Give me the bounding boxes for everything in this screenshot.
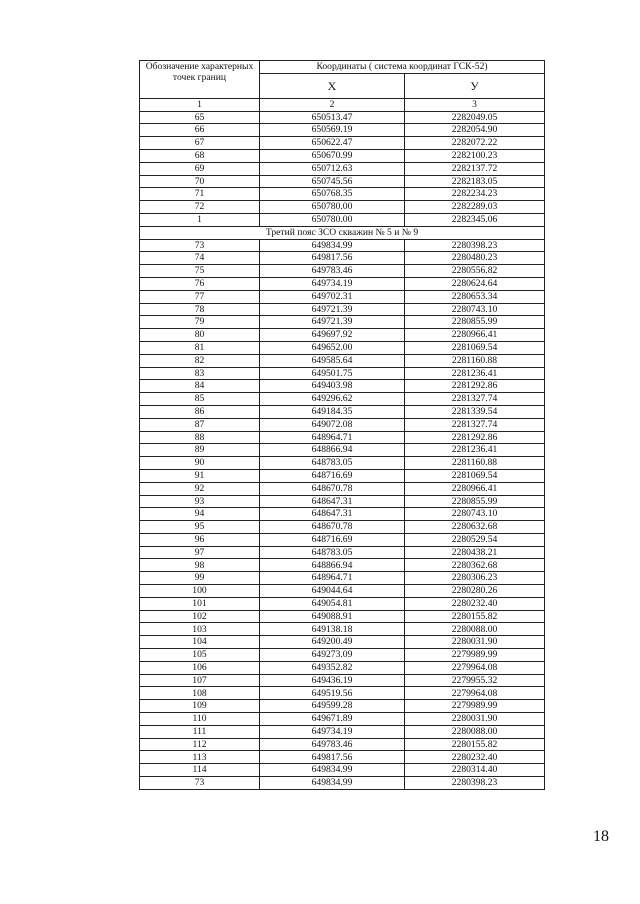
- x-coordinate-cell: 648716.69: [260, 533, 405, 546]
- point-number-cell: 106: [140, 661, 260, 674]
- point-number-cell: 81: [140, 341, 260, 354]
- point-number-cell: 90: [140, 457, 260, 470]
- table-row: [140, 533, 545, 546]
- y-coordinate-cell: 2280232.40: [405, 597, 545, 610]
- point-number-cell: 93: [140, 495, 260, 508]
- table-row: [140, 713, 545, 726]
- y-coordinate-cell: 2280314.40: [405, 764, 545, 777]
- point-number-cell: 73: [140, 239, 260, 252]
- table-row: [140, 725, 545, 738]
- point-number-cell: 102: [140, 610, 260, 623]
- y-coordinate-cell: 2280280.26: [405, 585, 545, 598]
- x-coordinate-cell: 649721.39: [260, 316, 405, 329]
- y-coordinate-cell: 2281327.74: [405, 393, 545, 406]
- y-coordinate-cell: 2280362.68: [405, 559, 545, 572]
- header-row: [140, 61, 545, 74]
- x-coordinate-cell: 649072.08: [260, 418, 405, 431]
- point-number-cell: 98: [140, 559, 260, 572]
- point-designation-header: Обозначение характерных точек границ: [140, 61, 260, 99]
- page-number: 18: [593, 828, 609, 845]
- table-row: [140, 405, 545, 418]
- y-coordinate-cell: 2281160.88: [405, 354, 545, 367]
- x-coordinate-cell: 649352.82: [260, 661, 405, 674]
- point-number-cell: 95: [140, 521, 260, 534]
- y-coordinate-cell: 2281339.54: [405, 405, 545, 418]
- y-coordinate-cell: 2280966.41: [405, 482, 545, 495]
- table-row: [140, 700, 545, 713]
- y-coordinate-cell: 2280398.23: [405, 239, 545, 252]
- point-number-cell: 96: [140, 533, 260, 546]
- table-row: [140, 661, 545, 674]
- table-row: [140, 636, 545, 649]
- point-number-cell: 80: [140, 329, 260, 342]
- y-coordinate-cell: 2282183.05: [405, 175, 545, 188]
- table-row: [140, 444, 545, 457]
- table-row: [140, 431, 545, 444]
- x-coordinate-cell: 648866.94: [260, 444, 405, 457]
- x-coordinate-cell: 650780.00: [260, 213, 405, 226]
- point-number-cell: 110: [140, 713, 260, 726]
- y-coordinate-cell: 2281292.86: [405, 431, 545, 444]
- point-number-cell: 113: [140, 751, 260, 764]
- y-coordinate-cell: 2280088.00: [405, 623, 545, 636]
- x-header: X: [260, 73, 405, 98]
- y-coordinate-cell: 2280855.99: [405, 316, 545, 329]
- table-row: [140, 738, 545, 751]
- y-coordinate-cell: 2280232.40: [405, 751, 545, 764]
- x-coordinate-cell: 649501.75: [260, 367, 405, 380]
- y-coordinate-cell: 2282049.05: [405, 111, 545, 124]
- x-coordinate-cell: 649734.19: [260, 277, 405, 290]
- x-coordinate-cell: 649054.81: [260, 597, 405, 610]
- x-coordinate-cell: 649834.99: [260, 764, 405, 777]
- x-coordinate-cell: 648716.69: [260, 469, 405, 482]
- point-number-cell: 104: [140, 636, 260, 649]
- y-coordinate-cell: 2279964.08: [405, 661, 545, 674]
- point-number-cell: 84: [140, 380, 260, 393]
- x-coordinate-cell: 649436.19: [260, 674, 405, 687]
- point-number-cell: 94: [140, 508, 260, 521]
- table-row: [140, 252, 545, 265]
- table-row: [140, 316, 545, 329]
- point-number-cell: 66: [140, 124, 260, 137]
- x-coordinate-cell: 648964.71: [260, 572, 405, 585]
- x-coordinate-cell: 649273.09: [260, 649, 405, 662]
- x-coordinate-cell: 649734.19: [260, 725, 405, 738]
- y-coordinate-cell: 2282100.23: [405, 149, 545, 162]
- table-row: [140, 521, 545, 534]
- table-row: [140, 546, 545, 559]
- point-number-cell: 71: [140, 188, 260, 201]
- table-row: [140, 457, 545, 470]
- coordinates-table: [139, 60, 545, 790]
- point-number-cell: 109: [140, 700, 260, 713]
- x-coordinate-cell: 649138.18: [260, 623, 405, 636]
- table-row: [140, 623, 545, 636]
- table-row: [140, 751, 545, 764]
- x-coordinate-cell: 650712.63: [260, 162, 405, 175]
- table-row: [140, 175, 545, 188]
- point-number-cell: 108: [140, 687, 260, 700]
- x-coordinate-cell: 650513.47: [260, 111, 405, 124]
- point-number-cell: 70: [140, 175, 260, 188]
- y-coordinate-cell: 2282289.03: [405, 201, 545, 214]
- y-coordinate-cell: 2280088.00: [405, 725, 545, 738]
- point-number-cell: 105: [140, 649, 260, 662]
- x-coordinate-cell: 649044.64: [260, 585, 405, 598]
- table-row: [140, 162, 545, 175]
- point-number-cell: 103: [140, 623, 260, 636]
- point-number-cell: 85: [140, 393, 260, 406]
- table-row: [140, 380, 545, 393]
- point-number-cell: 78: [140, 303, 260, 316]
- y-coordinate-cell: 2280966.41: [405, 329, 545, 342]
- table-row: [140, 610, 545, 623]
- point-number-cell: 75: [140, 265, 260, 278]
- point-number-cell: 83: [140, 367, 260, 380]
- x-coordinate-cell: 648866.94: [260, 559, 405, 572]
- x-coordinate-cell: 648783.05: [260, 546, 405, 559]
- point-number-cell: 99: [140, 572, 260, 585]
- x-coordinate-cell: 649783.46: [260, 738, 405, 751]
- x-coordinate-cell: 648670.78: [260, 521, 405, 534]
- column-number-row: [140, 98, 545, 111]
- y-coordinate-cell: 2279989.99: [405, 700, 545, 713]
- table-row: [140, 277, 545, 290]
- x-coordinate-cell: 649585.64: [260, 354, 405, 367]
- y-coordinate-cell: 2281160.88: [405, 457, 545, 470]
- y-coordinate-cell: 2281069.54: [405, 469, 545, 482]
- x-coordinate-cell: 649296.62: [260, 393, 405, 406]
- point-number-cell: 76: [140, 277, 260, 290]
- x-coordinate-cell: 649652.00: [260, 341, 405, 354]
- table-row: [140, 111, 545, 124]
- table-row: [140, 508, 545, 521]
- y-coordinate-cell: 2280556.82: [405, 265, 545, 278]
- table-row: [140, 687, 545, 700]
- table-row: [140, 329, 545, 342]
- table-row: [140, 239, 545, 252]
- table-row: [140, 367, 545, 380]
- table-row: [140, 674, 545, 687]
- column-number-3: 3: [405, 98, 545, 111]
- point-number-cell: 91: [140, 469, 260, 482]
- point-number-cell: 74: [140, 252, 260, 265]
- point-number-cell: 73: [140, 777, 260, 790]
- table-row: [140, 764, 545, 777]
- y-header: У: [405, 73, 545, 98]
- y-coordinate-cell: 2282137.72: [405, 162, 545, 175]
- y-coordinate-cell: 2280624.64: [405, 277, 545, 290]
- y-coordinate-cell: 2280480.23: [405, 252, 545, 265]
- table-row: [140, 495, 545, 508]
- table-row: [140, 303, 545, 316]
- table-row: [140, 777, 545, 790]
- point-number-cell: 77: [140, 290, 260, 303]
- x-coordinate-cell: 649088.91: [260, 610, 405, 623]
- x-coordinate-cell: 648647.31: [260, 495, 405, 508]
- table-row: [140, 418, 545, 431]
- point-number-cell: 112: [140, 738, 260, 751]
- x-coordinate-cell: 649697.92: [260, 329, 405, 342]
- y-coordinate-cell: 2280743.10: [405, 303, 545, 316]
- x-coordinate-cell: 650768.35: [260, 188, 405, 201]
- y-coordinate-cell: 2282345.06: [405, 213, 545, 226]
- x-coordinate-cell: 649834.99: [260, 239, 405, 252]
- y-coordinate-cell: 2282054.90: [405, 124, 545, 137]
- table-row: [140, 649, 545, 662]
- table-row: [140, 137, 545, 150]
- x-coordinate-cell: 649702.31: [260, 290, 405, 303]
- x-coordinate-cell: 649721.39: [260, 303, 405, 316]
- point-number-cell: 86: [140, 405, 260, 418]
- point-number-cell: 87: [140, 418, 260, 431]
- y-coordinate-cell: 2280155.82: [405, 610, 545, 623]
- x-coordinate-cell: 649817.56: [260, 252, 405, 265]
- x-coordinate-cell: 649599.28: [260, 700, 405, 713]
- y-coordinate-cell: 2280653.34: [405, 290, 545, 303]
- point-number-cell: 68: [140, 149, 260, 162]
- y-coordinate-cell: 2280438.21: [405, 546, 545, 559]
- y-coordinate-cell: 2281236.41: [405, 444, 545, 457]
- table-row: [140, 354, 545, 367]
- x-coordinate-cell: 648647.31: [260, 508, 405, 521]
- x-coordinate-cell: 649783.46: [260, 265, 405, 278]
- x-coordinate-cell: 650780.00: [260, 201, 405, 214]
- point-number-cell: 100: [140, 585, 260, 598]
- y-coordinate-cell: 2282234.23: [405, 188, 545, 201]
- y-coordinate-cell: 2280855.99: [405, 495, 545, 508]
- x-coordinate-cell: 649817.56: [260, 751, 405, 764]
- x-coordinate-cell: 649184.35: [260, 405, 405, 418]
- x-coordinate-cell: 649403.98: [260, 380, 405, 393]
- point-number-cell: 111: [140, 725, 260, 738]
- y-coordinate-cell: 2280398.23: [405, 777, 545, 790]
- x-coordinate-cell: 649671.89: [260, 713, 405, 726]
- section-title: Третий пояс ЗСО скважин № 5 и № 9: [140, 226, 545, 239]
- column-number-2: 2: [260, 98, 405, 111]
- y-coordinate-cell: 2280743.10: [405, 508, 545, 521]
- y-coordinate-cell: 2279989.99: [405, 649, 545, 662]
- table-row: [140, 341, 545, 354]
- y-coordinate-cell: 2282072.22: [405, 137, 545, 150]
- point-number-cell: 92: [140, 482, 260, 495]
- x-coordinate-cell: 650670.99: [260, 149, 405, 162]
- point-number-cell: 82: [140, 354, 260, 367]
- point-number-cell: 88: [140, 431, 260, 444]
- y-coordinate-cell: 2281236.41: [405, 367, 545, 380]
- y-coordinate-cell: 2281327.74: [405, 418, 545, 431]
- point-number-cell: 107: [140, 674, 260, 687]
- table-row: [140, 265, 545, 278]
- table-row: [140, 469, 545, 482]
- table-row: [140, 213, 545, 226]
- x-coordinate-cell: 648964.71: [260, 431, 405, 444]
- y-coordinate-cell: 2281292.86: [405, 380, 545, 393]
- point-number-cell: 67: [140, 137, 260, 150]
- table-row: [140, 585, 545, 598]
- point-number-cell: 89: [140, 444, 260, 457]
- table-row: [140, 572, 545, 585]
- y-coordinate-cell: 2280632.68: [405, 521, 545, 534]
- table-row: [140, 149, 545, 162]
- y-coordinate-cell: 2279955.32: [405, 674, 545, 687]
- x-coordinate-cell: 649519.56: [260, 687, 405, 700]
- point-number-cell: 79: [140, 316, 260, 329]
- point-number-cell: 1: [140, 213, 260, 226]
- table-row: [140, 124, 545, 137]
- table-row: [140, 290, 545, 303]
- x-coordinate-cell: 648783.05: [260, 457, 405, 470]
- y-coordinate-cell: 2280155.82: [405, 738, 545, 751]
- y-coordinate-cell: 2280031.90: [405, 713, 545, 726]
- point-number-cell: 72: [140, 201, 260, 214]
- x-coordinate-cell: 648670.78: [260, 482, 405, 495]
- y-coordinate-cell: 2280031.90: [405, 636, 545, 649]
- y-coordinate-cell: 2280306.23: [405, 572, 545, 585]
- x-coordinate-cell: 649200.49: [260, 636, 405, 649]
- point-number-cell: 65: [140, 111, 260, 124]
- point-number-cell: 69: [140, 162, 260, 175]
- point-number-cell: 97: [140, 546, 260, 559]
- y-coordinate-cell: 2280529.54: [405, 533, 545, 546]
- table-row: [140, 597, 545, 610]
- column-number-1: 1: [140, 98, 260, 111]
- table-row: [140, 559, 545, 572]
- x-coordinate-cell: 650569.19: [260, 124, 405, 137]
- x-coordinate-cell: 650745.56: [260, 175, 405, 188]
- point-number-cell: 114: [140, 764, 260, 777]
- table-row: [140, 188, 545, 201]
- coordinates-header: Координаты ( система координат ГСК-52): [260, 61, 545, 74]
- point-number-cell: 101: [140, 597, 260, 610]
- y-coordinate-cell: 2281069.54: [405, 341, 545, 354]
- table-row: [140, 393, 545, 406]
- table-row: [140, 201, 545, 214]
- section-row: [140, 226, 545, 239]
- x-coordinate-cell: 649834.99: [260, 777, 405, 790]
- table-row: [140, 482, 545, 495]
- x-coordinate-cell: 650622.47: [260, 137, 405, 150]
- y-coordinate-cell: 2279964.08: [405, 687, 545, 700]
